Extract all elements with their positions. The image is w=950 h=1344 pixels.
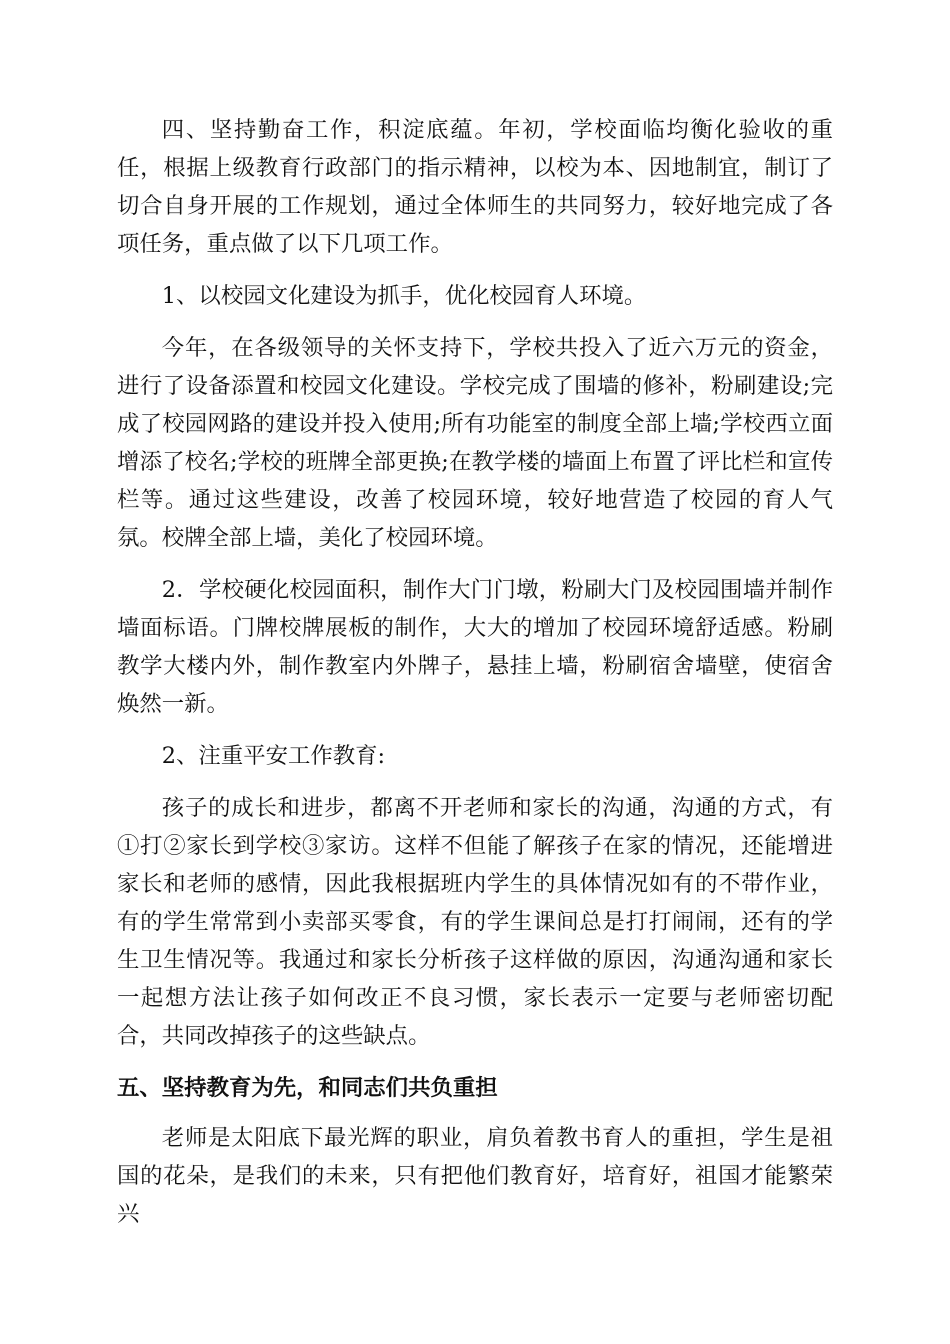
document-page	[117, 111, 833, 1247]
section-heading-five: 五、坚持教育为先，和同志们共负重担	[117, 1075, 498, 1101]
paragraph-item-safety-education: 2、注重平安工作教育:	[161, 743, 386, 769]
paragraph-campus-hardening: 2．学校硬化校园面积，制作大门门墩，粉刷大门及校园围墙并制作墙面标语。门牌校牌展板的制作，大大的增加了校园环境舒适感。粉刷教学大楼内外，制作教室内外牌子，悬挂上墙，粉刷宿舍墙壁，使宿舍焕然一新。	[117, 577, 833, 717]
paragraph-item-campus-culture: 1、以校园文化建设为抓手，优化校园育人环境。	[161, 283, 647, 309]
paragraph-section-four: 四、坚持勤奋工作，积淀底蕴。年初，学校面临均衡化验收的重任，根据上级教育行政部门的指示精神，以校为本、因地制宜，制订了切合自身开展的工作规划，通过全体师生的共同努力，较好地完成了各项任务，重点做了以下几项工作。	[117, 117, 833, 257]
paragraph-parent-communication: 孩子的成长和进步，都离不开老师和家长的沟通，沟通的方式，有①打②家长到学校③家访。这样不但能了解孩子在家的情况，还能增进家长和老师的感情，因此我根据班内学生的具体情况如有的不带作业，有的学生常常到小卖部买零食，有的学生课间总是打打闹闹，还有的学生卫生情况等。我通过和家长分析孩子这样做的原因，沟通沟通和家长一起想方法让孩子如何改正不良习惯，家长表示一定要与老师密切配合，共同改掉孩子的这些缺点。	[117, 795, 833, 1049]
paragraph-teacher-role: 老师是太阳底下最光辉的职业，肩负着教书育人的重担，学生是祖国的花朵，是我们的未来，只有把他们教育好，培育好，祖国才能繁荣兴	[117, 1125, 833, 1227]
paragraph-funding-construction: 今年，在各级领导的关怀支持下，学校共投入了近六万元的资金，进行了设备添置和校园文化建设。学校完成了围墙的修补，粉刷建设;完成了校园网路的建设并投入使用;所有功能室的制度全部上墙;学校西立面增添了校名;学校的班牌全部更换;在教学楼的墙面上布置了评比栏和宣传栏等。通过这些建设，改善了校园环境，较好地营造了校园的育人气氛。校牌全部上墙，美化了校园环境。	[117, 335, 833, 551]
